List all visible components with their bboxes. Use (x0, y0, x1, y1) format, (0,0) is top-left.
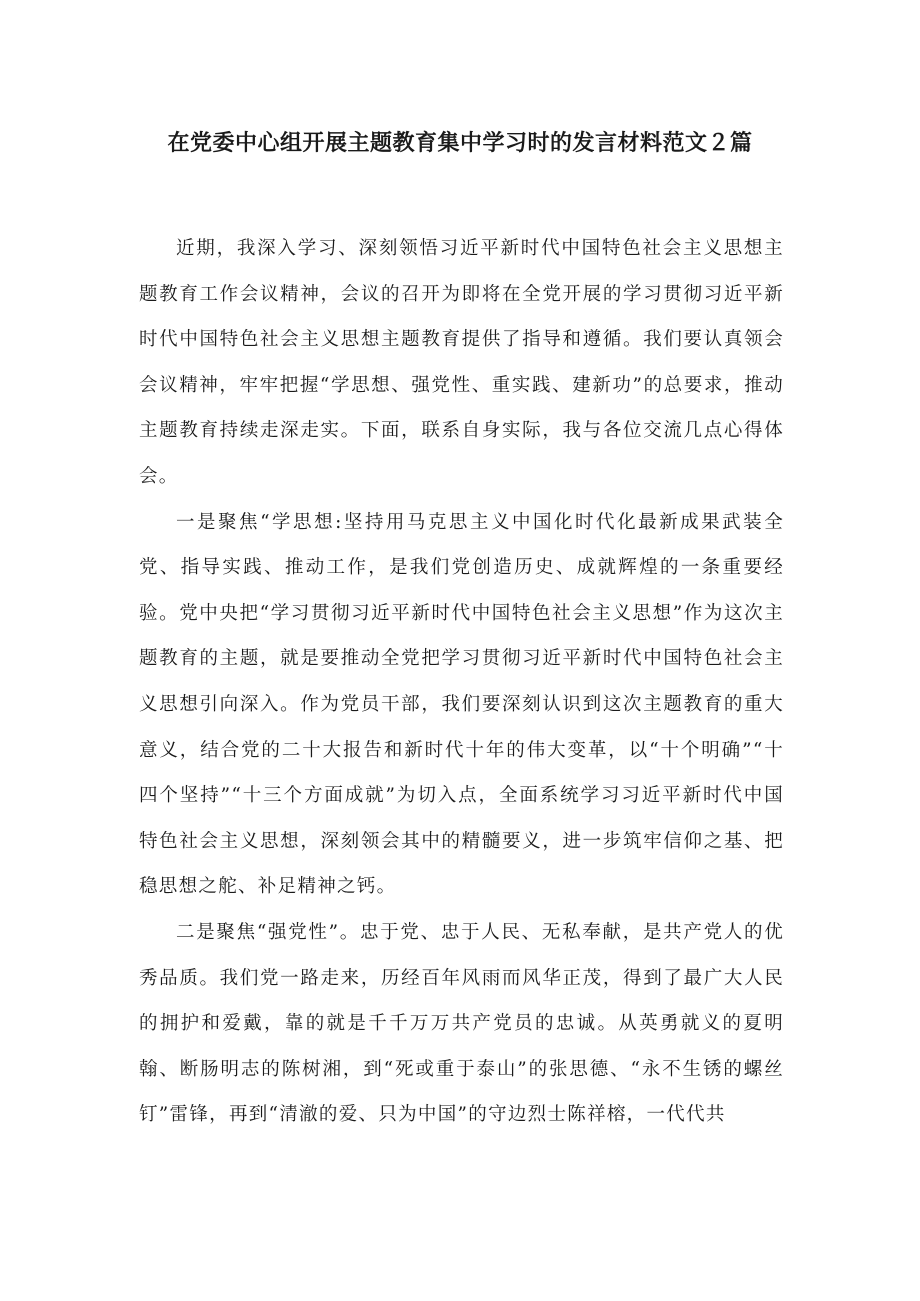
document-title: 在党委中心组开展主题教育集中学习时的发言材料范文２篇 (167, 131, 753, 156)
paragraph-party-spirit: 二是聚焦“强党性”。忠于党、忠于人民、无私奉献，是共产党人的优秀品质。我们党一路走来，历经百年风雨而风华正茂，得到了最广大人民的拥护和爱戴，靠的就是千千万万共产党员的忠诚。从英勇就义的夏明翰、断肠明志的陈树湘，到“死或重于泰山”的张思德、“永不生锈的螺丝钉”雷锋，再到“清澈的爱、只为中国”的守边烈士陈祥榕，一代代共 (139, 921, 784, 1126)
paragraph-intro: 近期，我深入学习、深刻领悟习近平新时代中国特色社会主义思想主题教育工作会议精神，会议的召开为即将在全党开展的学习贯彻习近平新时代中国特色社会主义思想主题教育提供了指导和遵循。我们要认真领会会议精神，牢牢把握“学思想、强党性、重实践、建新功”的总要求，推动主题教育持续走深走实。下面，联系自身实际，我与各位交流几点心得体会。 (139, 238, 784, 487)
document-body (139, 226, 784, 1138)
paragraph-study-thought: 一是聚焦“学思想:坚持用马克思主义中国化时代化最新成果武装全党、指导实践、推动工作，是我们党创造历史、成就辉煌的一条重要经验。党中央把“学习贯彻习近平新时代中国特色社会主义思想”作为这次主题教育的主题，就是要推动全党把学习贯彻习近平新时代中国特色社会主义思想引向深入。作为党员干部，我们要深刻认识到这次主题教育的重大意义，结合党的二十大报告和新时代十年的伟大变革，以“十个明确”“十四个坚持”“十三个方面成就”为切入点，全面系统学习习近平新时代中国特色社会主义思想，深刻领会其中的精髓要义，进一步筑牢信仰之基、把稳思想之舵、补足精神之钙。 (139, 511, 784, 898)
